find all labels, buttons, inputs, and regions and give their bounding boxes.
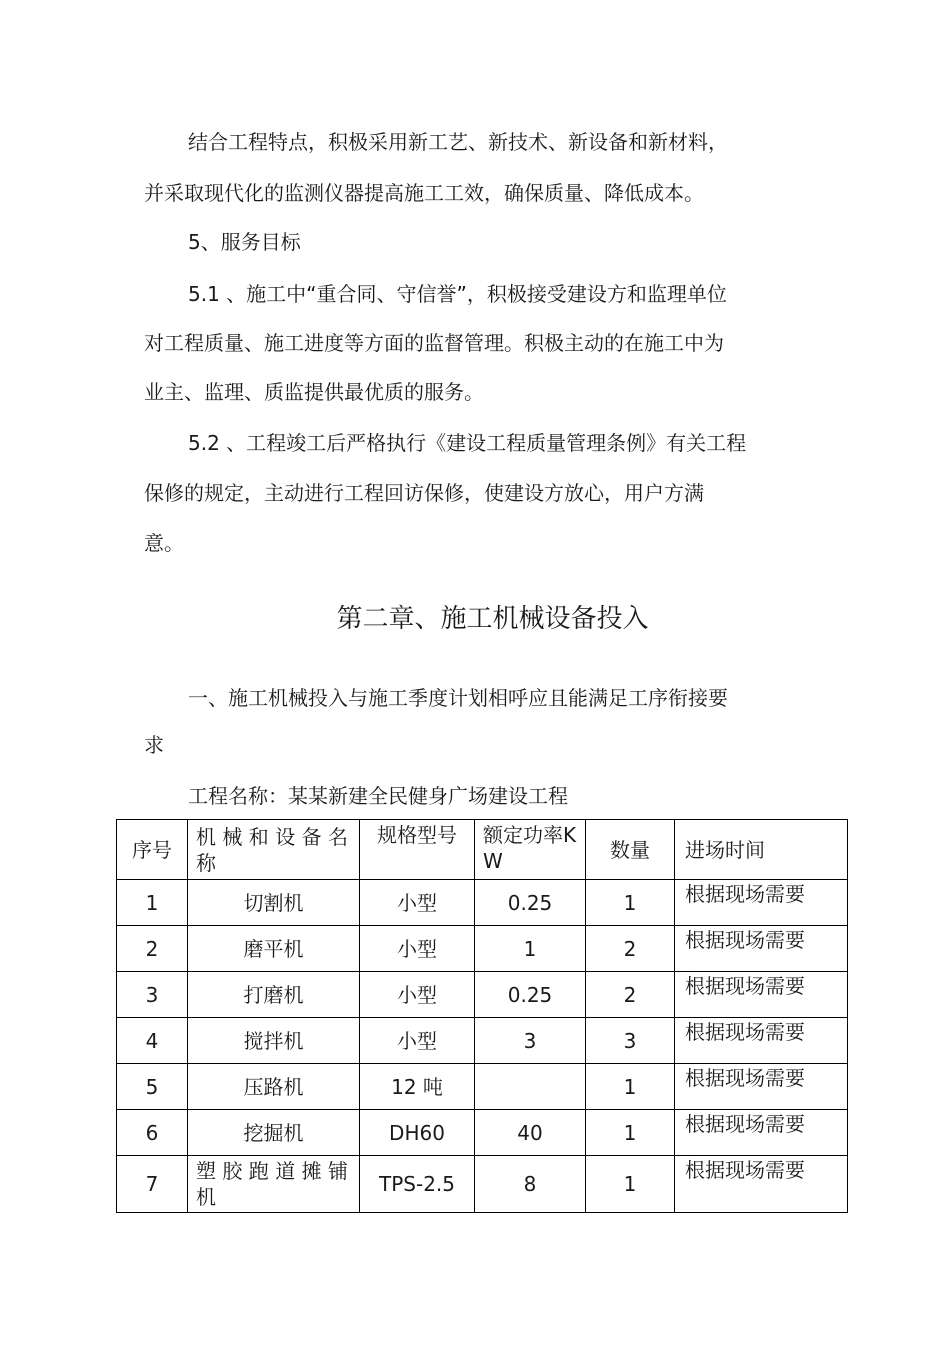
cell-spec: 小型 xyxy=(360,926,475,972)
table-header-row xyxy=(117,820,848,880)
paragraph-line: 意。 xyxy=(144,531,184,555)
cell-quantity: 2 xyxy=(586,972,675,1018)
cell-seq: 3 xyxy=(117,972,188,1018)
cell-quantity: 1 xyxy=(586,880,675,926)
cell-seq: 5 xyxy=(117,1064,188,1110)
paragraph-line: 并采取现代化的监测仪器提高施工工效，确保质量、降低成本。 xyxy=(144,181,704,205)
table-row xyxy=(117,972,848,1018)
cell-spec: 小型 xyxy=(360,880,475,926)
cell-rated-power: 40 xyxy=(475,1110,586,1156)
cell-seq: 2 xyxy=(117,926,188,972)
cell-quantity: 3 xyxy=(586,1018,675,1064)
header-spec: 规格型号 xyxy=(360,820,475,880)
section-heading-service-goals: 5、服务目标 xyxy=(188,230,301,254)
cell-seq: 1 xyxy=(117,880,188,926)
cell-equipment-name: 打磨机 xyxy=(188,972,360,1018)
paragraph-line: 5.2 、工程竣工后严格执行《建设工程质量管理条例》有关工程 xyxy=(188,431,747,455)
cell-rated-power: 3 xyxy=(475,1018,586,1064)
table-row xyxy=(117,880,848,926)
project-name-line: 工程名称：某某新建全民健身广场建设工程 xyxy=(188,784,568,808)
cell-equipment-name: 塑胶跑道摊铺机 xyxy=(188,1156,360,1213)
cell-spec: 12 吨 xyxy=(360,1064,475,1110)
header-seq: 序号 xyxy=(117,820,188,880)
table-row xyxy=(117,1064,848,1110)
cell-quantity: 1 xyxy=(586,1110,675,1156)
cell-equipment-name: 切割机 xyxy=(188,880,360,926)
cell-entry-time: 根据现场需要 xyxy=(675,1018,848,1064)
cell-quantity: 1 xyxy=(586,1064,675,1110)
cell-rated-power: 1 xyxy=(475,926,586,972)
section-intro-line: 求 xyxy=(144,733,164,757)
paragraph-line: 5.1 、施工中“重合同、守信誉”，积极接受建设方和监理单位 xyxy=(188,282,727,306)
cell-equipment-name: 挖掘机 xyxy=(188,1110,360,1156)
cell-seq: 4 xyxy=(117,1018,188,1064)
paragraph-line: 保修的规定，主动进行工程回访保修，使建设方放心，用户方满 xyxy=(144,481,704,505)
cell-equipment-name: 搅拌机 xyxy=(188,1018,360,1064)
cell-entry-time: 根据现场需要 xyxy=(675,1064,848,1110)
cell-equipment-name: 压路机 xyxy=(188,1064,360,1110)
section-intro-line: 一、施工机械投入与施工季度计划相呼应且能满足工序衔接要 xyxy=(188,686,728,710)
header-rated-power: 额定功率KW xyxy=(475,820,586,880)
cell-entry-time: 根据现场需要 xyxy=(675,880,848,926)
table-row xyxy=(117,926,848,972)
cell-rated-power: 8 xyxy=(475,1156,586,1213)
cell-spec: DH60 xyxy=(360,1110,475,1156)
cell-quantity: 1 xyxy=(586,1156,675,1213)
cell-spec: 小型 xyxy=(360,972,475,1018)
cell-entry-time: 根据现场需要 xyxy=(675,972,848,1018)
table-row xyxy=(117,1018,848,1064)
cell-rated-power xyxy=(475,1064,586,1110)
cell-entry-time: 根据现场需要 xyxy=(675,1156,848,1213)
paragraph-line: 业主、监理、质监提供最优质的服务。 xyxy=(144,380,484,404)
cell-entry-time: 根据现场需要 xyxy=(675,1110,848,1156)
cell-spec: TPS-2.5 xyxy=(360,1156,475,1213)
cell-rated-power: 0.25 xyxy=(475,880,586,926)
equipment-table xyxy=(116,819,848,1213)
cell-seq: 6 xyxy=(117,1110,188,1156)
header-equipment-name: 机械和设备名称 xyxy=(188,820,360,880)
cell-spec: 小型 xyxy=(360,1018,475,1064)
header-quantity: 数量 xyxy=(586,820,675,880)
paragraph-line: 结合工程特点，积极采用新工艺、新技术、新设备和新材料， xyxy=(188,130,728,154)
cell-entry-time: 根据现场需要 xyxy=(675,926,848,972)
header-entry-time: 进场时间 xyxy=(675,820,848,880)
cell-rated-power: 0.25 xyxy=(475,972,586,1018)
table-row xyxy=(117,1110,848,1156)
cell-equipment-name: 磨平机 xyxy=(188,926,360,972)
paragraph-line: 对工程质量、施工进度等方面的监督管理。积极主动的在施工中为 xyxy=(144,331,724,355)
table-row xyxy=(117,1156,848,1213)
cell-seq: 7 xyxy=(117,1156,188,1213)
chapter-title: 第二章、施工机械设备投入 xyxy=(336,604,649,634)
cell-quantity: 2 xyxy=(586,926,675,972)
